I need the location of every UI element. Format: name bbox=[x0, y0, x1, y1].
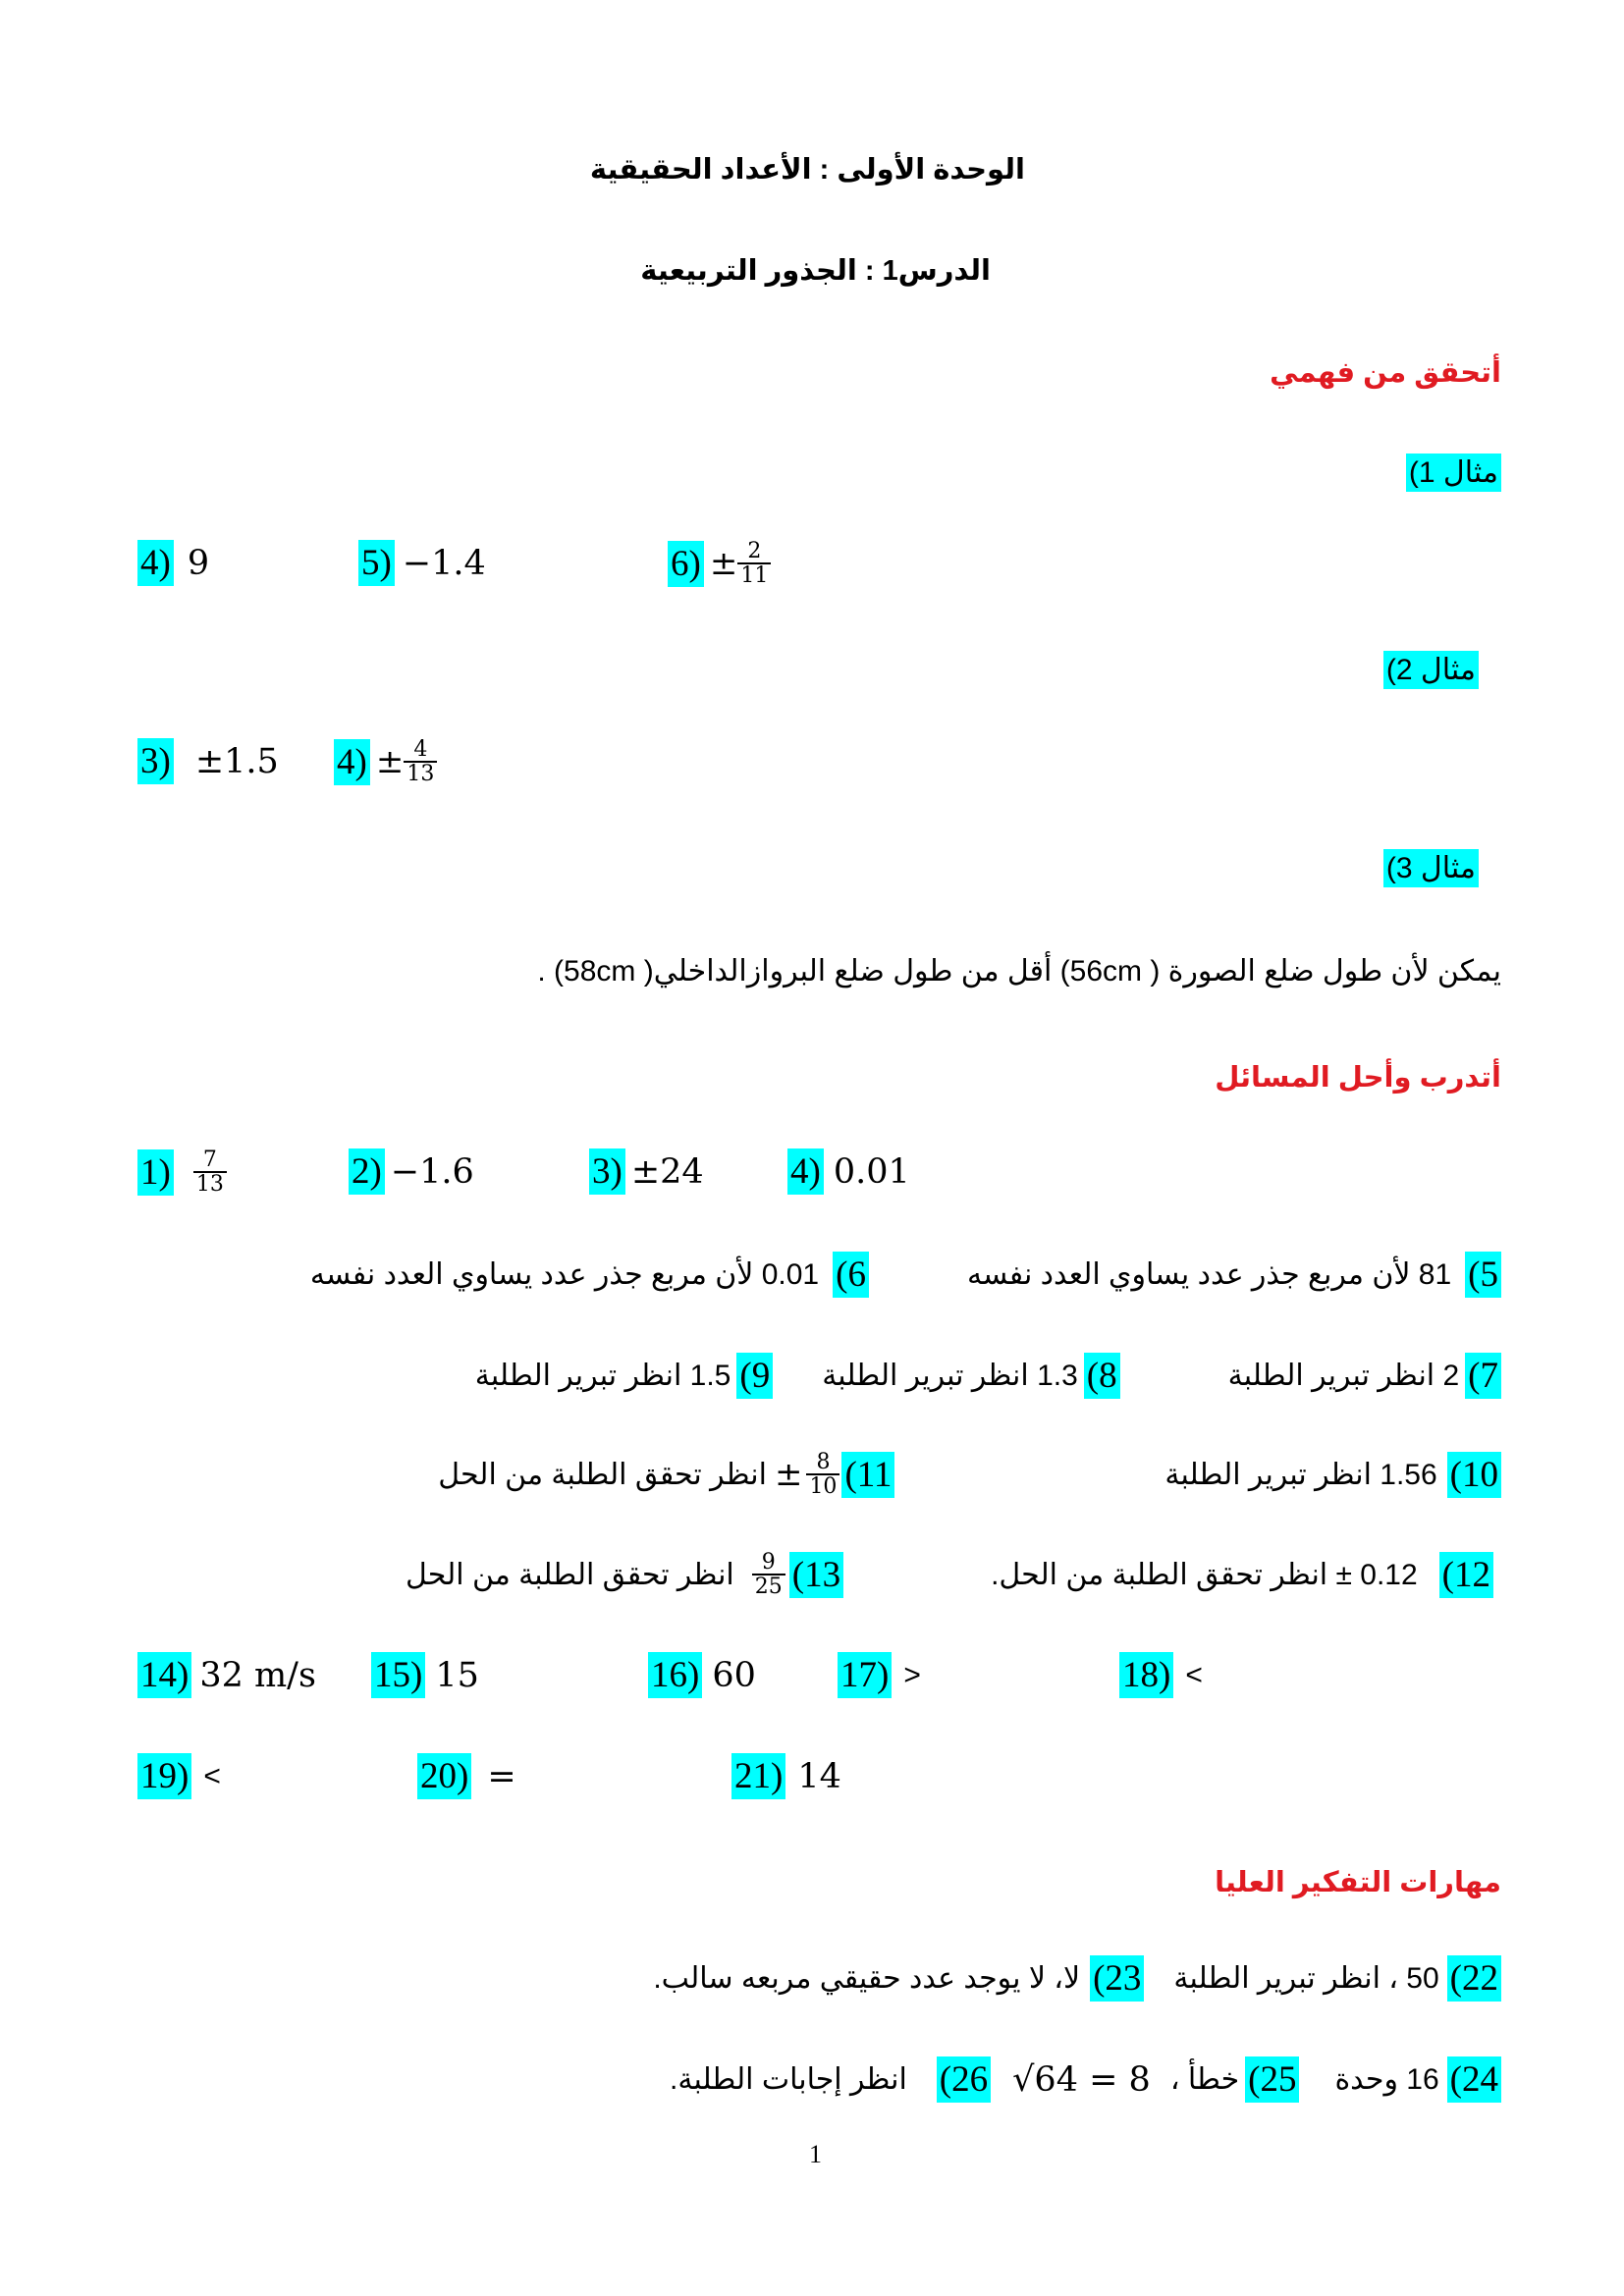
answer-row bbox=[648, 1652, 756, 1698]
question-number: 2) bbox=[349, 1148, 385, 1195]
question-number: 6) bbox=[668, 541, 704, 587]
answer-row bbox=[417, 1753, 516, 1799]
fraction: $\frac{8}{10}$ bbox=[806, 1451, 839, 1498]
question-number: 3) bbox=[137, 738, 174, 784]
plus-minus-sign: ± bbox=[774, 1455, 803, 1495]
answer-row bbox=[438, 1451, 1501, 1498]
answer-row bbox=[838, 1652, 921, 1698]
question-number: 10) bbox=[1447, 1452, 1501, 1498]
answer-value: 60 bbox=[712, 1655, 756, 1695]
answer-value: ±24 bbox=[630, 1151, 704, 1192]
question-number: 14) bbox=[137, 1652, 191, 1698]
question-number: 25) bbox=[1245, 2056, 1299, 2103]
answer-value: 15 bbox=[435, 1655, 479, 1695]
answer-text: 1.5 انظر تبرير الطلبة bbox=[474, 1360, 731, 1392]
answer-text: انظر إجابات الطلبة. bbox=[670, 2063, 907, 2096]
answer-text: 2 انظر تبرير الطلبة bbox=[1227, 1360, 1460, 1392]
plus-minus-sign: ± bbox=[375, 742, 405, 782]
question-number: 4) bbox=[787, 1148, 824, 1195]
question-number: 15) bbox=[371, 1652, 425, 1698]
answer-row bbox=[406, 1551, 1493, 1598]
question-number: 4) bbox=[334, 739, 370, 785]
answer-row bbox=[787, 1148, 910, 1195]
answer-text: 81 لأن مربع جذر عدد يساوي العدد نفسه bbox=[966, 1258, 1452, 1291]
answer-row bbox=[653, 1955, 1501, 2002]
question-number: 5) bbox=[358, 540, 395, 586]
answer-row bbox=[670, 2056, 1501, 2103]
question-number: 18) bbox=[1119, 1652, 1173, 1698]
page-number: 1 bbox=[809, 2140, 822, 2168]
example-3-text: يمكن لأن طول ضلع الصورة ( 56cm) أقل من طول ضلع البروازالداخلي( 58cm) . bbox=[537, 955, 1501, 988]
section-heading-check: أتحقق من فهمي bbox=[1270, 357, 1501, 389]
answer-text: انظر تحقق الطلبة من الحل bbox=[406, 1558, 734, 1591]
answer-value: < bbox=[903, 1658, 921, 1691]
answer-row bbox=[731, 1753, 841, 1799]
answer-text: 0.12 ± انظر تحقق الطلبة من الحل. bbox=[991, 1558, 1418, 1591]
question-number: 21) bbox=[731, 1753, 785, 1799]
question-number: 11) bbox=[841, 1452, 894, 1498]
answer-row bbox=[137, 1148, 227, 1196]
question-number: 16) bbox=[648, 1652, 702, 1698]
answer-row bbox=[589, 1148, 704, 1195]
example-label-highlight: مثال 2) bbox=[1383, 651, 1479, 689]
question-number: 13) bbox=[789, 1552, 843, 1598]
answer-row bbox=[1119, 1652, 1203, 1698]
question-number: 23) bbox=[1090, 1955, 1144, 2002]
section-heading-hots: مهارات التفكير العليا bbox=[1215, 1867, 1501, 1898]
answer-row bbox=[310, 1252, 1501, 1298]
answer-text: لا، لا يوجد عدد حقيقي مربعه سالب. bbox=[653, 1962, 1081, 1995]
plus-minus-sign: ± bbox=[709, 544, 738, 584]
question-number: 22) bbox=[1447, 1955, 1501, 2002]
question-number: 4) bbox=[137, 540, 174, 586]
answer-row bbox=[137, 540, 209, 586]
answer-row bbox=[668, 540, 771, 587]
answer-row bbox=[475, 1353, 1501, 1399]
answer-text: 0.01 لأن مربع جذر عدد يساوي العدد نفسه bbox=[309, 1258, 820, 1291]
question-number: 6) bbox=[833, 1252, 869, 1298]
answer-text: خطأ ، bbox=[1169, 2063, 1240, 2096]
answer-text: 50 ، انظر تبرير الطلبة bbox=[1173, 1962, 1439, 1995]
question-number: 8) bbox=[1084, 1353, 1120, 1399]
section-heading-practice: أتدرب وأحل المسائل bbox=[1215, 1062, 1501, 1094]
example-3-label bbox=[1383, 849, 1479, 887]
sqrt-expression: √64 = 8 bbox=[1012, 2059, 1151, 2100]
answer-text: 1.56 انظر تبرير الطلبة bbox=[1164, 1458, 1437, 1491]
answer-value: = bbox=[487, 1756, 516, 1796]
fraction: $\frac{7}{13}$ bbox=[193, 1148, 227, 1196]
answer-text: انظر تحقق الطلبة من الحل bbox=[438, 1458, 767, 1491]
answer-row bbox=[358, 540, 486, 586]
question-number: 26) bbox=[937, 2056, 991, 2103]
answer-value: −1.4 bbox=[402, 543, 486, 583]
answer-text: 16 وحدة bbox=[1334, 2063, 1439, 2096]
example-1-label bbox=[1406, 454, 1501, 492]
example-2-label bbox=[1383, 651, 1479, 689]
question-number: 9) bbox=[736, 1353, 773, 1399]
answer-value: −1.6 bbox=[390, 1151, 474, 1192]
example-label-highlight: مثال 3) bbox=[1383, 849, 1479, 887]
question-number: 12) bbox=[1439, 1552, 1493, 1598]
answer-row bbox=[137, 738, 279, 784]
answer-row bbox=[137, 1652, 316, 1698]
answer-value: 32 m/s bbox=[199, 1655, 316, 1695]
question-number: 3) bbox=[589, 1148, 625, 1195]
fraction: $\frac{9}{25}$ bbox=[752, 1551, 785, 1598]
example-label-highlight: مثال 1) bbox=[1406, 454, 1501, 492]
answer-row bbox=[371, 1652, 479, 1698]
question-number: 5) bbox=[1465, 1252, 1501, 1298]
answer-value: > bbox=[203, 1759, 221, 1792]
answer-row bbox=[137, 1753, 221, 1799]
question-number: 17) bbox=[838, 1652, 892, 1698]
answer-value: 0.01 bbox=[833, 1151, 910, 1192]
answer-row bbox=[334, 738, 437, 785]
answer-value: ±1.5 bbox=[194, 741, 279, 781]
question-number: 19) bbox=[137, 1753, 191, 1799]
fraction: $\frac{2}{11}$ bbox=[737, 540, 771, 587]
question-number: 1) bbox=[137, 1149, 174, 1196]
answer-value: > bbox=[1185, 1658, 1203, 1691]
question-number: 20) bbox=[417, 1753, 471, 1799]
fraction: $\frac{4}{13}$ bbox=[404, 738, 437, 785]
lesson-title: الدرس1 : الجذور التربيعية bbox=[640, 255, 991, 287]
question-number: 24) bbox=[1447, 2056, 1501, 2103]
answer-value: 9 bbox=[187, 543, 210, 583]
unit-title: الوحدة الأولى : الأعداد الحقيقية bbox=[589, 154, 1025, 186]
answer-row bbox=[349, 1148, 474, 1195]
question-number: 7) bbox=[1465, 1353, 1501, 1399]
answer-text: 1.3 انظر تبرير الطلبة bbox=[822, 1360, 1078, 1392]
answer-value: 14 bbox=[797, 1756, 841, 1796]
